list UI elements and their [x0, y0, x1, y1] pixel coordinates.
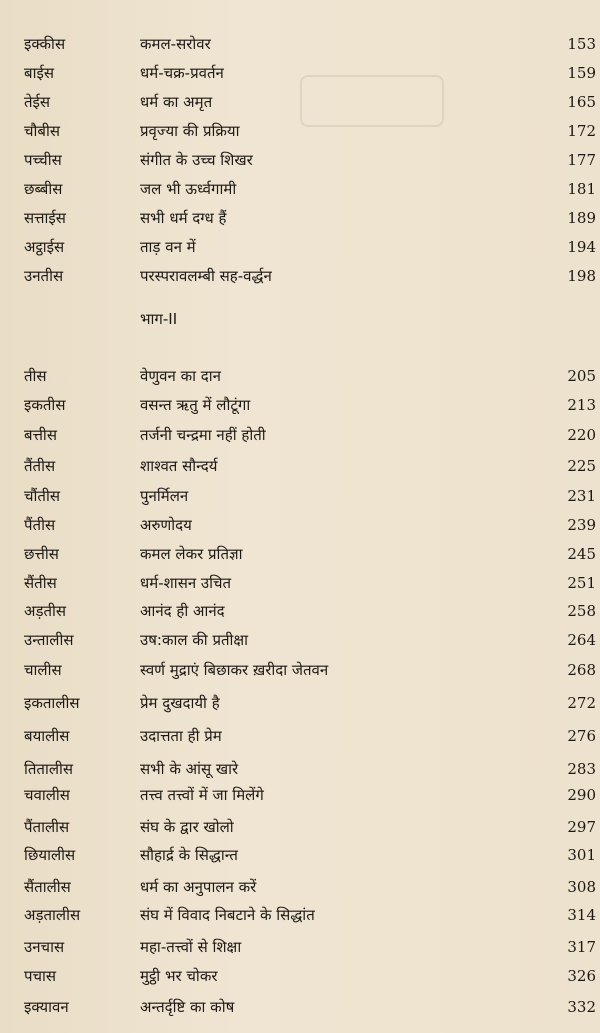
page-number: 245 — [567, 545, 596, 563]
page-number: 264 — [567, 631, 596, 649]
chapter-title: शाश्वत सौन्दर्य — [140, 457, 218, 475]
chapter-title: प्रेम दुखदायी है — [140, 694, 220, 712]
chapter-number: पैंतालीस — [24, 818, 70, 836]
page-number: 213 — [567, 396, 596, 414]
page-number: 159 — [567, 64, 596, 82]
toc-row — [0, 145, 600, 175]
chapter-title: वेणुवन का दान — [140, 367, 221, 385]
toc-row — [0, 451, 600, 481]
page-number: 326 — [567, 967, 596, 985]
toc-row — [0, 539, 600, 569]
chapter-number: बयालीस — [24, 727, 70, 745]
chapter-title: प्रवृज्या की प्रक्रिया — [140, 122, 240, 140]
toc-row — [0, 625, 600, 655]
chapter-title: धर्म का अमृत — [140, 93, 213, 111]
chapter-title: धर्म का अनुपालन करें — [140, 878, 257, 896]
chapter-number: चौंतीस — [24, 487, 60, 505]
chapter-title: परस्परावलम्बी सह-वर्द्धन — [140, 267, 272, 285]
chapter-title: तत्त्व तत्त्वों में जा मिलेंगे — [140, 786, 264, 804]
chapter-number: छियालीस — [24, 846, 76, 864]
toc-row — [0, 992, 600, 1022]
page-number: 198 — [567, 267, 596, 285]
chapter-number: उन्तालीस — [24, 631, 74, 649]
toc-row — [0, 721, 600, 751]
toc-row — [0, 29, 600, 59]
toc-row — [0, 203, 600, 233]
section-heading: भाग-II — [140, 310, 178, 328]
chapter-number: छब्बीस — [24, 180, 63, 198]
chapter-number: उनतीस — [24, 267, 64, 285]
toc-row — [0, 961, 600, 991]
page-number: 177 — [567, 151, 596, 169]
chapter-title: संघ में विवाद निबटाने के सिद्धांत — [140, 906, 315, 924]
chapter-title: कमल लेकर प्रतिज्ञा — [140, 545, 243, 563]
chapter-title: उदात्तता ही प्रेम — [140, 727, 222, 745]
chapter-number: पैंतीस — [24, 516, 56, 534]
toc-row — [0, 232, 600, 262]
page-number: 251 — [567, 574, 596, 592]
page-number: 332 — [567, 998, 596, 1016]
toc-row — [0, 872, 600, 902]
chapter-number: तीस — [24, 367, 47, 385]
chapter-number: अड़तालीस — [24, 906, 81, 924]
toc-row — [0, 812, 600, 842]
page-number: 297 — [567, 818, 596, 836]
page-number: 153 — [567, 35, 596, 53]
toc-row — [0, 596, 600, 626]
chapter-title: सौहार्द्र के सिद्धान्त — [140, 846, 238, 864]
chapter-title: धर्म-शासन उचित — [140, 574, 232, 592]
chapter-title: अन्तर्दृष्टि का कोष — [140, 998, 235, 1016]
chapter-number: अड़तीस — [24, 602, 67, 620]
page-number: 231 — [567, 487, 596, 505]
chapter-number: सत्ताईस — [24, 209, 66, 227]
chapter-title: अरुणोदय — [140, 516, 192, 534]
toc-row — [0, 688, 600, 718]
page-number: 165 — [567, 93, 596, 111]
toc-row — [0, 87, 600, 117]
chapter-number: तेईस — [24, 93, 51, 111]
chapter-title: सभी धर्म दग्ध हैं — [140, 209, 227, 227]
chapter-number: बत्तीस — [24, 426, 57, 444]
toc-row — [0, 840, 600, 870]
toc-row — [0, 568, 600, 598]
page-number: 239 — [567, 516, 596, 534]
chapter-number: इक्यावन — [24, 998, 69, 1016]
chapter-title: वसन्त ऋतु में लौटूंगा — [140, 396, 251, 414]
chapter-number: चौबीस — [24, 122, 61, 140]
toc-row — [0, 420, 600, 450]
chapter-number: बाईस — [24, 64, 54, 82]
chapter-number: सैंतालीस — [24, 878, 71, 896]
page-number: 276 — [567, 727, 596, 745]
toc-row — [0, 655, 600, 685]
chapter-number: उनचास — [24, 938, 65, 956]
page-number: 317 — [567, 938, 596, 956]
chapter-title: आनंद ही आनंद — [140, 602, 225, 620]
page-number: 272 — [567, 694, 596, 712]
chapter-title: उष:काल की प्रतीक्षा — [140, 631, 249, 649]
chapter-number: सैंतीस — [24, 574, 57, 592]
chapter-title: धर्म-चक्र-प्रवर्तन — [140, 64, 224, 82]
chapter-title: संघ के द्वार खोलो — [140, 818, 234, 836]
toc-row — [0, 58, 600, 88]
toc-row — [0, 116, 600, 146]
toc-row — [0, 932, 600, 962]
chapter-title: कमल-सरोवर — [140, 35, 211, 53]
page-number: 172 — [567, 122, 596, 140]
chapter-title: ताड़ वन में — [140, 238, 196, 256]
chapter-number: इकतालीस — [24, 694, 80, 712]
chapter-number: छत्तीस — [24, 545, 59, 563]
chapter-number: इक्कीस — [24, 35, 66, 53]
page-number: 225 — [567, 457, 596, 475]
page-number: 314 — [567, 906, 596, 924]
chapter-title: पुनर्मिलन — [140, 487, 189, 505]
toc-row — [0, 174, 600, 204]
chapter-title: स्वर्ण मुद्राएं बिछाकर ख़रीदा जेतवन — [140, 661, 329, 679]
chapter-number: पचास — [24, 967, 57, 985]
chapter-number: चवालीस — [24, 786, 70, 804]
page-number: 301 — [567, 846, 596, 864]
chapter-title: मुट्ठी भर चोकर — [140, 967, 218, 985]
chapter-title: तर्जनी चन्द्रमा नहीं होती — [140, 426, 266, 444]
page-number: 268 — [567, 661, 596, 679]
chapter-number: पच्चीस — [24, 151, 62, 169]
page-number: 283 — [567, 760, 596, 778]
chapter-number: इकतीस — [24, 396, 66, 414]
chapter-number: चालीस — [24, 661, 62, 679]
toc-row — [0, 261, 600, 291]
page-number: 194 — [567, 238, 596, 256]
chapter-number: अट्ठाईस — [24, 238, 65, 256]
chapter-title: महा-तत्त्वों से शिक्षा — [140, 938, 242, 956]
toc-row — [0, 481, 600, 511]
page-number: 258 — [567, 602, 596, 620]
toc-row — [0, 390, 600, 420]
chapter-title: सभी के आंसू खारे — [140, 760, 239, 778]
page-number: 181 — [567, 180, 596, 198]
toc-row — [0, 361, 600, 391]
toc-row — [0, 510, 600, 540]
page-number: 220 — [567, 426, 596, 444]
toc-row — [0, 900, 600, 930]
page-number: 308 — [567, 878, 596, 896]
chapter-number: तैंतीस — [24, 457, 56, 475]
chapter-title: संगीत के उच्च शिखर — [140, 151, 253, 169]
page-number: 205 — [567, 367, 596, 385]
chapter-number: तितालीस — [24, 760, 74, 778]
page-number: 189 — [567, 209, 596, 227]
page-number: 290 — [567, 786, 596, 804]
chapter-title: जल भी ऊर्ध्वगामी — [140, 180, 237, 198]
toc-row — [0, 780, 600, 810]
